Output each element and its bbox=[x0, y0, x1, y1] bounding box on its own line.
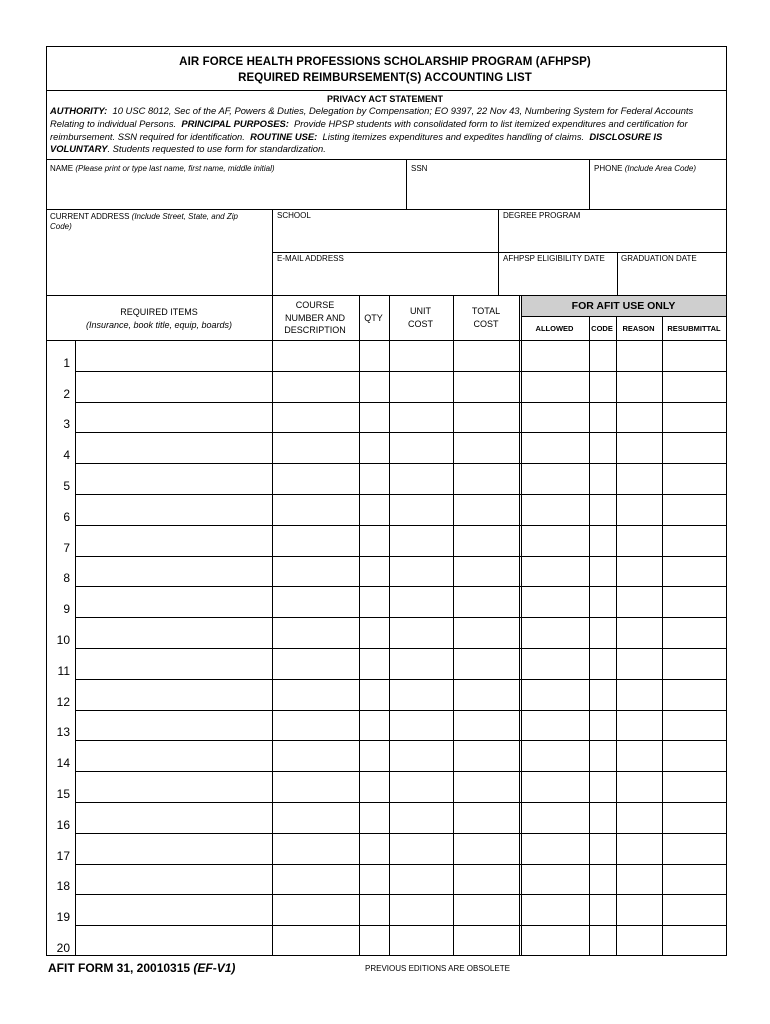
unit-cost-cell[interactable] bbox=[390, 403, 452, 432]
qty-cell[interactable] bbox=[360, 926, 388, 955]
qty-cell[interactable] bbox=[360, 772, 388, 801]
unit-cost-cell[interactable] bbox=[390, 557, 452, 586]
allowed-cell[interactable] bbox=[522, 433, 588, 462]
total-cost-cell[interactable] bbox=[454, 865, 518, 894]
code-cell[interactable] bbox=[590, 711, 615, 740]
resubmittal-cell[interactable] bbox=[663, 341, 725, 370]
row-number: 5 bbox=[63, 479, 70, 493]
course-cell[interactable] bbox=[273, 711, 358, 740]
form-title-line1: AIR FORCE HEALTH PROFESSIONS SCHOLARSHIP PROGRAM (AFHPSP) bbox=[179, 56, 591, 68]
email-label: E-MAIL ADDRESS bbox=[277, 254, 344, 263]
row-number: 16 bbox=[56, 817, 70, 832]
row-number: 4 bbox=[63, 448, 70, 463]
address-field[interactable] bbox=[47, 232, 271, 294]
resubmittal-cell[interactable] bbox=[663, 834, 725, 863]
resubmittal-cell[interactable] bbox=[663, 711, 725, 740]
allowed-cell[interactable] bbox=[522, 372, 588, 401]
code-cell[interactable] bbox=[590, 403, 615, 432]
divider bbox=[46, 159, 727, 160]
code-cell[interactable] bbox=[590, 341, 615, 370]
allowed-cell[interactable] bbox=[522, 341, 588, 370]
name-field[interactable] bbox=[47, 174, 405, 208]
reason-cell[interactable] bbox=[617, 803, 661, 832]
resubmittal-cell[interactable] bbox=[663, 495, 725, 524]
total-cost-cell[interactable] bbox=[454, 557, 518, 586]
row-number: 6 bbox=[63, 509, 70, 524]
item-cell[interactable] bbox=[76, 649, 271, 678]
reason-cell[interactable] bbox=[617, 834, 661, 863]
total-cost-cell[interactable] bbox=[454, 464, 518, 493]
unit-cost-cell[interactable] bbox=[390, 895, 452, 924]
allowed-cell[interactable] bbox=[522, 649, 588, 678]
qty-cell[interactable] bbox=[360, 741, 388, 770]
total-cost-cell[interactable] bbox=[454, 803, 518, 832]
row-number: 15 bbox=[56, 787, 70, 801]
course-cell[interactable] bbox=[273, 680, 358, 709]
unit-cost-cell[interactable] bbox=[390, 372, 452, 401]
row-number: 11 bbox=[57, 663, 70, 678]
unit-cost-cell[interactable] bbox=[390, 649, 452, 678]
required-items-header: REQUIRED ITEMS (Insurance, book title, equip, boards) bbox=[85, 307, 233, 330]
course-cell[interactable] bbox=[273, 926, 358, 955]
row-number: 20 bbox=[56, 941, 70, 955]
unit-cost-cell[interactable] bbox=[390, 865, 452, 894]
row-number: 9 bbox=[63, 602, 70, 617]
row-number: 8 bbox=[63, 571, 70, 586]
course-cell[interactable] bbox=[273, 341, 358, 370]
resubmittal-header: RESUBMITTAL bbox=[667, 324, 721, 333]
resubmittal-cell[interactable] bbox=[663, 557, 725, 586]
code-cell[interactable] bbox=[590, 495, 615, 524]
course-cell[interactable] bbox=[273, 865, 358, 894]
disclosure-label: DISCLOSURE IS VOLUNTARY bbox=[50, 130, 663, 155]
name-label: NAME (Please print or type last name, first name, middle initial) bbox=[50, 164, 275, 173]
ssn-label: SSN bbox=[411, 164, 428, 173]
purposes-label: PRINCIPAL PURPOSES: bbox=[181, 117, 289, 129]
resubmittal-cell[interactable] bbox=[663, 649, 725, 678]
total-cost-cell[interactable] bbox=[454, 526, 518, 555]
code-header: CODE bbox=[591, 324, 613, 333]
divider bbox=[272, 252, 727, 253]
total-cost-cell[interactable] bbox=[454, 926, 518, 955]
resubmittal-cell[interactable] bbox=[663, 803, 725, 832]
row-number: 10 bbox=[56, 633, 70, 647]
code-cell[interactable] bbox=[590, 741, 615, 770]
resubmittal-cell[interactable] bbox=[663, 618, 725, 647]
allowed-header: ALLOWED bbox=[535, 324, 574, 333]
total-cost-cell[interactable] bbox=[454, 372, 518, 401]
item-cell[interactable] bbox=[76, 741, 271, 770]
qty-cell[interactable] bbox=[360, 587, 388, 616]
row-number: 17 bbox=[56, 848, 70, 863]
reason-cell[interactable] bbox=[617, 372, 661, 401]
obsolete-note: PREVIOUS EDITIONS ARE OBSOLETE bbox=[365, 964, 510, 973]
qty-cell[interactable] bbox=[360, 557, 388, 586]
phone-field[interactable] bbox=[590, 174, 726, 208]
item-cell[interactable] bbox=[76, 403, 271, 432]
divider bbox=[46, 209, 727, 210]
reason-cell[interactable] bbox=[617, 711, 661, 740]
allowed-cell[interactable] bbox=[522, 495, 588, 524]
item-cell[interactable] bbox=[76, 372, 271, 401]
allowed-cell[interactable] bbox=[522, 680, 588, 709]
unit-cost-cell[interactable] bbox=[390, 741, 452, 770]
course-cell[interactable] bbox=[273, 557, 358, 586]
eligibility-date-label: AFHPSP ELIGIBILITY DATE bbox=[503, 254, 605, 263]
qty-cell[interactable] bbox=[360, 403, 388, 432]
resubmittal-cell[interactable] bbox=[663, 741, 725, 770]
item-cell[interactable] bbox=[76, 526, 271, 555]
allowed-cell[interactable] bbox=[522, 865, 588, 894]
course-cell[interactable] bbox=[273, 403, 358, 432]
qty-cell[interactable] bbox=[360, 495, 388, 524]
resubmittal-cell[interactable] bbox=[663, 926, 725, 955]
resubmittal-cell[interactable] bbox=[663, 772, 725, 801]
reason-cell[interactable] bbox=[617, 587, 661, 616]
course-cell[interactable] bbox=[273, 526, 358, 555]
resubmittal-cell[interactable] bbox=[663, 895, 725, 924]
qty-cell[interactable] bbox=[360, 711, 388, 740]
code-cell[interactable] bbox=[590, 926, 615, 955]
unit-cost-cell[interactable] bbox=[390, 433, 452, 462]
item-cell[interactable] bbox=[76, 464, 271, 493]
reason-cell[interactable] bbox=[617, 649, 661, 678]
code-cell[interactable] bbox=[590, 464, 615, 493]
school-field[interactable] bbox=[273, 222, 497, 252]
unit-cost-cell[interactable] bbox=[390, 618, 452, 647]
unit-cost-cell[interactable] bbox=[390, 711, 452, 740]
reason-header: REASON bbox=[622, 324, 655, 333]
resubmittal-cell[interactable] bbox=[663, 680, 725, 709]
qty-cell[interactable] bbox=[360, 834, 388, 863]
item-cell[interactable] bbox=[76, 926, 271, 955]
code-cell[interactable] bbox=[590, 557, 615, 586]
item-cell[interactable] bbox=[76, 834, 271, 863]
total-cost-cell[interactable] bbox=[454, 495, 518, 524]
graduation-date-field[interactable] bbox=[618, 265, 726, 294]
total-cost-cell[interactable] bbox=[454, 711, 518, 740]
row-number: 7 bbox=[63, 540, 70, 555]
phone-label: PHONE (Include Area Code) bbox=[594, 164, 696, 173]
allowed-cell[interactable] bbox=[522, 711, 588, 740]
unit-cost-cell[interactable] bbox=[390, 803, 452, 832]
allowed-cell[interactable] bbox=[522, 803, 588, 832]
total-cost-cell[interactable] bbox=[454, 649, 518, 678]
item-cell[interactable] bbox=[76, 495, 271, 524]
item-cell[interactable] bbox=[76, 895, 271, 924]
reason-cell[interactable] bbox=[617, 895, 661, 924]
unit-cost-cell[interactable] bbox=[390, 341, 452, 370]
allowed-cell[interactable] bbox=[522, 926, 588, 955]
total-cost-cell[interactable] bbox=[454, 587, 518, 616]
item-cell[interactable] bbox=[76, 557, 271, 586]
item-cell[interactable] bbox=[76, 587, 271, 616]
allowed-cell[interactable] bbox=[522, 895, 588, 924]
total-cost-cell[interactable] bbox=[454, 341, 518, 370]
privacy-heading: PRIVACY ACT STATEMENT bbox=[326, 94, 443, 104]
divider bbox=[46, 90, 727, 91]
privacy-statement bbox=[50, 105, 722, 156]
qty-cell[interactable] bbox=[360, 618, 388, 647]
allowed-cell[interactable] bbox=[522, 618, 588, 647]
unit-cost-cell[interactable] bbox=[390, 772, 452, 801]
qty-cell[interactable] bbox=[360, 464, 388, 493]
course-cell[interactable] bbox=[273, 803, 358, 832]
email-field[interactable] bbox=[273, 265, 497, 294]
routine-use-text: Listing itemizes expenditures and expedites handling of claims. bbox=[322, 130, 585, 142]
qty-cell[interactable] bbox=[360, 803, 388, 832]
disclosure-text: . Students requested to use form for standardization. bbox=[107, 143, 326, 155]
course-cell[interactable] bbox=[273, 433, 358, 462]
row-number: 3 bbox=[63, 417, 70, 432]
qty-cell[interactable] bbox=[360, 680, 388, 709]
reason-cell[interactable] bbox=[617, 618, 661, 647]
row-number: 14 bbox=[56, 756, 70, 771]
qty-header: QTY bbox=[364, 313, 383, 323]
allowed-cell[interactable] bbox=[522, 403, 588, 432]
degree-program-field[interactable] bbox=[499, 222, 726, 252]
resubmittal-cell[interactable] bbox=[663, 865, 725, 894]
resubmittal-cell[interactable] bbox=[663, 372, 725, 401]
course-cell[interactable] bbox=[273, 372, 358, 401]
row-number: 12 bbox=[56, 694, 70, 709]
ssn-field[interactable] bbox=[407, 174, 589, 208]
code-cell[interactable] bbox=[590, 372, 615, 401]
total-cost-cell[interactable] bbox=[454, 772, 518, 801]
qty-cell[interactable] bbox=[360, 341, 388, 370]
allowed-cell[interactable] bbox=[522, 587, 588, 616]
code-cell[interactable] bbox=[590, 433, 615, 462]
routine-use-label: ROUTINE USE: bbox=[250, 130, 318, 142]
item-cell[interactable] bbox=[76, 865, 271, 894]
reason-cell[interactable] bbox=[617, 926, 661, 955]
row-number: 18 bbox=[56, 879, 70, 894]
reason-cell[interactable] bbox=[617, 341, 661, 370]
total-cost-cell[interactable] bbox=[454, 741, 518, 770]
total-cost-cell[interactable] bbox=[454, 403, 518, 432]
course-cell[interactable] bbox=[273, 895, 358, 924]
total-cost-cell[interactable] bbox=[454, 680, 518, 709]
course-cell[interactable] bbox=[273, 741, 358, 770]
course-header: COURSE NUMBER AND DESCRIPTION bbox=[284, 300, 346, 335]
total-cost-cell[interactable] bbox=[454, 433, 518, 462]
graduation-date-label: GRADUATION DATE bbox=[621, 254, 697, 263]
reason-cell[interactable] bbox=[617, 403, 661, 432]
resubmittal-cell[interactable] bbox=[663, 433, 725, 462]
code-cell[interactable] bbox=[590, 618, 615, 647]
qty-cell[interactable] bbox=[360, 372, 388, 401]
item-cell[interactable] bbox=[76, 618, 271, 647]
eligibility-date-field[interactable] bbox=[499, 265, 616, 294]
resubmittal-cell[interactable] bbox=[663, 526, 725, 555]
total-cost-cell[interactable] bbox=[454, 895, 518, 924]
code-cell[interactable] bbox=[590, 649, 615, 678]
authority-text: 10 USC 8012, Sec of the AF, Powers & Duties, Delegation by Compensation; EO 9397, 22 Nov 43, Numbering System for Federal Accounts Relating to individual Persons. bbox=[50, 105, 694, 129]
item-cell[interactable] bbox=[76, 803, 271, 832]
item-cell[interactable] bbox=[76, 433, 271, 462]
allowed-cell[interactable] bbox=[522, 464, 588, 493]
reason-cell[interactable] bbox=[617, 680, 661, 709]
qty-cell[interactable] bbox=[360, 526, 388, 555]
qty-cell[interactable] bbox=[360, 649, 388, 678]
code-cell[interactable] bbox=[590, 865, 615, 894]
school-label: SCHOOL bbox=[277, 211, 311, 220]
row-number: 2 bbox=[63, 386, 70, 401]
course-cell[interactable] bbox=[273, 649, 358, 678]
qty-cell[interactable] bbox=[360, 895, 388, 924]
code-cell[interactable] bbox=[590, 803, 615, 832]
allowed-cell[interactable] bbox=[522, 557, 588, 586]
course-cell[interactable] bbox=[273, 772, 358, 801]
reason-cell[interactable] bbox=[617, 865, 661, 894]
reason-cell[interactable] bbox=[617, 526, 661, 555]
reason-cell[interactable] bbox=[617, 557, 661, 586]
unit-cost-cell[interactable] bbox=[390, 587, 452, 616]
total-cost-header: TOTAL COST bbox=[471, 306, 501, 329]
degree-program-label: DEGREE PROGRAM bbox=[503, 211, 581, 220]
row-number: 1 bbox=[63, 355, 70, 370]
resubmittal-cell[interactable] bbox=[663, 587, 725, 616]
resubmittal-cell[interactable] bbox=[663, 464, 725, 493]
item-cell[interactable] bbox=[76, 772, 271, 801]
reason-cell[interactable] bbox=[617, 464, 661, 493]
afit-use-only-header: FOR AFIT USE ONLY bbox=[521, 296, 726, 317]
code-cell[interactable] bbox=[590, 680, 615, 709]
code-cell[interactable] bbox=[590, 834, 615, 863]
total-cost-cell[interactable] bbox=[454, 618, 518, 647]
code-cell[interactable] bbox=[590, 895, 615, 924]
unit-cost-header: UNIT COST bbox=[407, 306, 433, 329]
row-number: 19 bbox=[56, 910, 70, 925]
address-label: CURRENT ADDRESS (Include Street, State, and Zip Code) bbox=[50, 212, 238, 231]
unit-cost-cell[interactable] bbox=[390, 834, 452, 863]
authority-label: AUTHORITY: bbox=[50, 105, 108, 116]
item-cell[interactable] bbox=[76, 341, 271, 370]
allowed-cell[interactable] bbox=[522, 772, 588, 801]
reason-cell[interactable] bbox=[617, 433, 661, 462]
item-cell[interactable] bbox=[76, 711, 271, 740]
code-cell[interactable] bbox=[590, 526, 615, 555]
resubmittal-cell[interactable] bbox=[663, 403, 725, 432]
unit-cost-cell[interactable] bbox=[390, 464, 452, 493]
form-title-line2: REQUIRED REIMBURSEMENT(S) ACCOUNTING LIST bbox=[238, 72, 532, 84]
reason-cell[interactable] bbox=[617, 495, 661, 524]
course-cell[interactable] bbox=[273, 834, 358, 863]
total-cost-cell[interactable] bbox=[454, 834, 518, 863]
code-cell[interactable] bbox=[590, 772, 615, 801]
unit-cost-cell[interactable] bbox=[390, 526, 452, 555]
course-cell[interactable] bbox=[273, 495, 358, 524]
row-number: 13 bbox=[56, 725, 70, 740]
code-cell[interactable] bbox=[590, 587, 615, 616]
purposes-text: Provide HPSP students with consolidated form to list itemized expenditures and certification for reimbursement. SSN required for identification. bbox=[50, 117, 688, 142]
course-cell[interactable] bbox=[273, 618, 358, 647]
qty-cell[interactable] bbox=[360, 865, 388, 894]
unit-cost-cell[interactable] bbox=[390, 680, 452, 709]
form-number: AFIT FORM 31, 20010315 (EF-V1) bbox=[48, 961, 236, 975]
course-cell[interactable] bbox=[273, 464, 358, 493]
reason-cell[interactable] bbox=[617, 741, 661, 770]
allowed-cell[interactable] bbox=[522, 741, 588, 770]
reason-cell[interactable] bbox=[617, 772, 661, 801]
course-cell[interactable] bbox=[273, 587, 358, 616]
unit-cost-cell[interactable] bbox=[390, 495, 452, 524]
allowed-cell[interactable] bbox=[522, 834, 588, 863]
allowed-cell[interactable] bbox=[522, 526, 588, 555]
unit-cost-cell[interactable] bbox=[390, 926, 452, 955]
qty-cell[interactable] bbox=[360, 433, 388, 462]
item-cell[interactable] bbox=[76, 680, 271, 709]
